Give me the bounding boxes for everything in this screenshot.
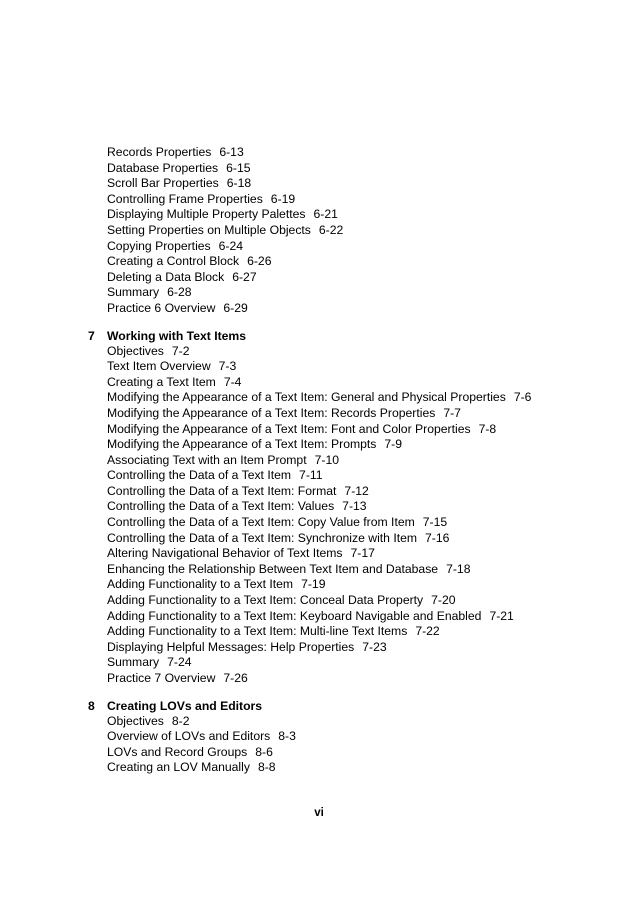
toc-entry-title: Setting Properties on Multiple Objects: [107, 222, 311, 237]
toc-entry-title: Modifying the Appearance of a Text Item: Font and Color Properties: [107, 421, 471, 436]
toc-entry: [0, 593, 638, 609]
toc-entry-page: 7-2: [171, 343, 190, 358]
toc-entry: [0, 531, 638, 547]
chapter-number: 7: [88, 328, 95, 343]
toc-entry-page: 8-6: [255, 744, 273, 759]
toc-entry: [0, 484, 638, 500]
toc-entry-title: Deleting a Data Block: [107, 269, 225, 284]
toc-entry-title: Displaying Helpful Messages: Help Properties: [107, 639, 355, 654]
toc-entry-title: Summary: [107, 655, 160, 670]
toc-entry-title: Copying Properties: [107, 238, 211, 253]
toc-entry-title: Objectives: [107, 343, 164, 358]
toc-entry-page: 8-3: [278, 729, 296, 744]
toc-entry: [0, 453, 638, 469]
toc-entry-page: 7-21: [489, 608, 514, 623]
toc-entry: [0, 161, 638, 177]
toc-entry-page: 7-12: [344, 483, 369, 498]
toc-entry: [0, 499, 638, 515]
toc-entry: [0, 254, 638, 270]
toc-entry-page: 7-7: [443, 405, 461, 420]
toc-entry-title: Associating Text with an Item Prompt: [107, 452, 307, 467]
toc-entry: [0, 270, 638, 286]
toc-entry: [0, 239, 638, 255]
page-number: vi: [314, 807, 324, 819]
toc-entry-title: Modifying the Appearance of a Text Item: Records Properties: [107, 405, 436, 420]
toc-entry-page: 6-19: [270, 191, 296, 206]
toc-entry-title: Modifying the Appearance of a Text Item: General and Physical Properties: [107, 390, 506, 405]
toc-entry-page: 7-6: [513, 390, 532, 405]
toc-entry-page: 6-27: [232, 269, 257, 284]
toc-entry-title: Practice 7 Overview: [107, 671, 216, 685]
toc-entry: [0, 577, 638, 593]
toc-entry-title: Controlling the Data of a Text Item: [107, 468, 292, 483]
toc-entry-page: 7-13: [342, 499, 367, 514]
toc-entry: [0, 745, 638, 761]
toc-entry-page: 6-13: [219, 145, 244, 159]
toc-entry: [0, 375, 638, 391]
chapter-number: 8: [88, 698, 95, 713]
toc-entry: [0, 624, 638, 640]
toc-entry: [0, 760, 638, 776]
toc-entry-title: Creating an LOV Manually: [107, 760, 250, 775]
toc-entry: [0, 671, 638, 687]
toc-entry: [0, 176, 638, 192]
toc-entry: [0, 546, 638, 562]
toc-entry: [0, 609, 638, 625]
toc-entry-title: Overview of LOVs and Editors: [107, 729, 271, 744]
chapter-title: Creating LOVs and Editors: [107, 698, 263, 713]
toc-entry-title: Objectives: [107, 713, 164, 728]
toc-entry-title: Adding Functionality to a Text Item: Conceal Data Property: [107, 593, 424, 608]
toc-entry: [0, 515, 638, 531]
toc-entry-title: Controlling the Data of a Text Item: Values: [107, 499, 335, 514]
toc-entry-title: Practice 6 Overview: [107, 300, 216, 315]
toc-entry: [0, 344, 638, 360]
table-of-contents: [0, 145, 638, 776]
toc-entry-page: 7-24: [167, 655, 192, 670]
toc-entry-title: Enhancing the Relationship Between Text Item and Database: [107, 561, 439, 576]
toc-entry: [0, 390, 638, 406]
toc-entry-page: 6-24: [218, 238, 244, 253]
toc-entry: [0, 207, 638, 223]
toc-entry-page: 8-2: [171, 713, 190, 728]
toc-entry-page: 7-11: [299, 468, 323, 483]
toc-entry-page: 7-8: [478, 421, 497, 436]
toc-entry: [0, 655, 638, 671]
toc-entry-page: 7-9: [384, 437, 403, 452]
toc-entry-title: Altering Navigational Behavior of Text Items: [107, 546, 343, 561]
toc-entry-title: Adding Functionality to a Text Item: Keyboard Navigable and Enabled: [107, 608, 482, 623]
toc-entry-page: 6-26: [247, 254, 272, 269]
toc-entry: [0, 192, 638, 208]
toc-entry-title: Database Properties: [107, 160, 219, 175]
toc-entry-page: 7-18: [446, 561, 471, 576]
chapter-title: Working with Text Items: [107, 328, 247, 343]
toc-entry-page: 6-29: [223, 300, 248, 315]
toc-entry-page: 7-15: [422, 515, 448, 530]
toc-entry: [0, 714, 638, 730]
toc-entry-page: 6-18: [226, 176, 252, 191]
toc-entry-title: Controlling Frame Properties: [107, 191, 263, 206]
toc-entry-title: Modifying the Appearance of a Text Item: Prompts: [107, 437, 377, 452]
toc-entry: [0, 729, 638, 745]
toc-entry-title: Scroll Bar Properties: [107, 176, 219, 191]
toc-entry-title: Displaying Multiple Property Palettes: [107, 207, 306, 222]
toc-entry-title: LOVs and Record Groups: [107, 744, 248, 759]
toc-entry-title: Controlling the Data of a Text Item: Format: [107, 483, 337, 498]
toc-entry-title: Creating a Text Item: [107, 374, 216, 389]
toc-entry: [0, 301, 638, 317]
toc-entry-title: Adding Functionality to a Text Item: [107, 577, 294, 592]
chapter-heading: [0, 328, 638, 344]
toc-entry: [0, 145, 638, 161]
toc-entry-page: 7-10: [314, 452, 340, 467]
toc-entry-page: 6-21: [313, 207, 338, 222]
toc-entry: [0, 285, 638, 301]
toc-entry-page: 8-8: [257, 760, 276, 775]
toc-entry: [0, 359, 638, 375]
toc-entry-page: 7-3: [218, 359, 237, 374]
toc-entry-title: Controlling the Data of a Text Item: Synchronize with Item: [107, 530, 418, 545]
toc-entry-page: 7-19: [301, 577, 326, 592]
toc-entry-title: Controlling the Data of a Text Item: Copy Value from Item: [107, 515, 415, 530]
toc-entry: [0, 468, 638, 484]
toc-entry-title: Adding Functionality to a Text Item: Multi-line Text Items: [107, 624, 408, 639]
toc-entry: [0, 406, 638, 422]
toc-entry-page: 6-15: [226, 160, 251, 175]
toc-entry: [0, 640, 638, 656]
toc-entry-page: 7-20: [431, 593, 456, 608]
toc-entry-page: 7-23: [362, 639, 387, 654]
toc-entry: [0, 223, 638, 239]
toc-entry-page: 7-26: [223, 671, 248, 685]
toc-entry-title: Records Properties: [107, 145, 212, 159]
toc-entry-page: 7-22: [415, 624, 440, 639]
toc-entry: [0, 562, 638, 578]
toc-entry-page: 6-22: [318, 222, 344, 237]
toc-entry-page: 7-4: [223, 374, 242, 389]
toc-entry-page: 7-17: [350, 546, 375, 561]
toc-entry-title: Text Item Overview: [107, 359, 211, 374]
toc-entry-title: Summary: [107, 285, 160, 300]
toc-entry: [0, 437, 638, 453]
toc-entry-title: Creating a Control Block: [107, 254, 240, 269]
chapter-heading: [0, 698, 638, 714]
toc-entry-page: 7-16: [425, 530, 450, 545]
toc-entry: [0, 422, 638, 438]
toc-entry-page: 6-28: [167, 285, 192, 300]
